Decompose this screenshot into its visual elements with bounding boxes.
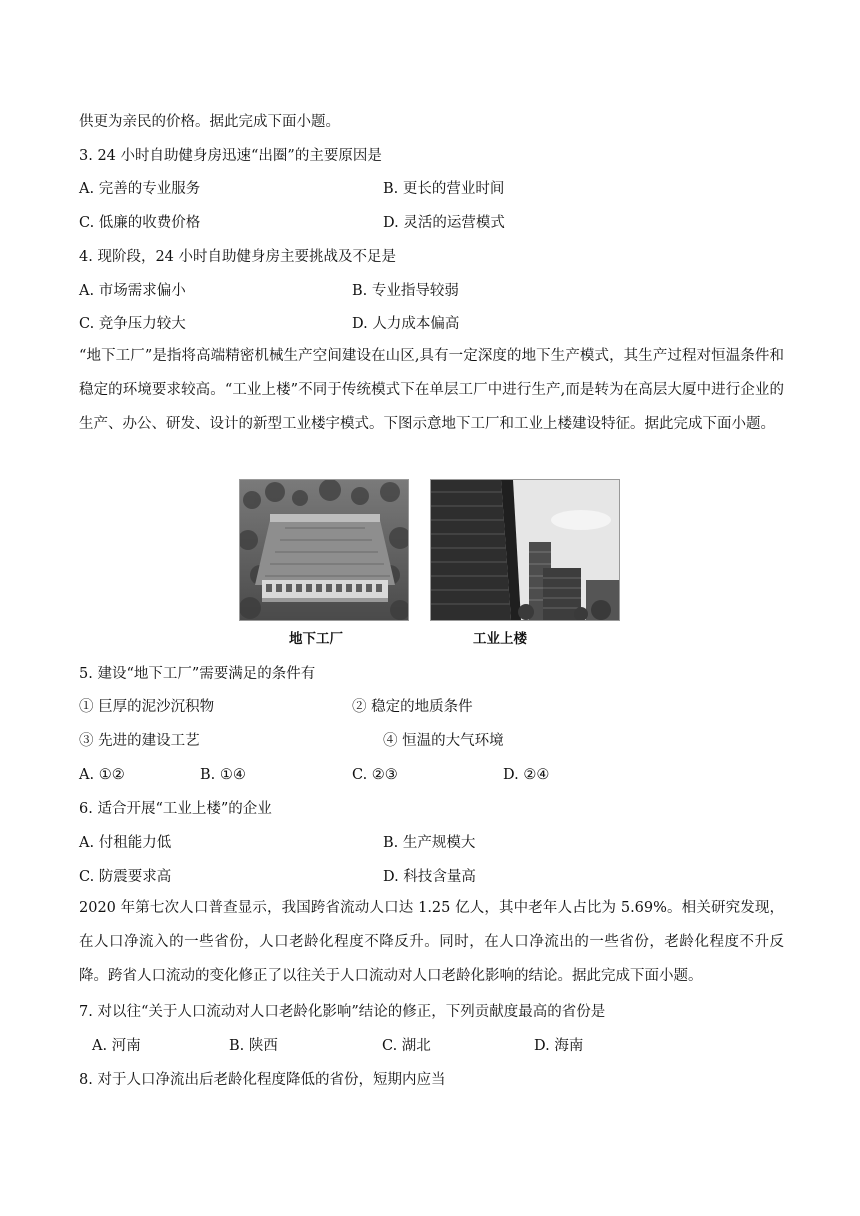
q5-option-b: B. ①④ [200, 767, 246, 783]
passage-underground-factory: “地下工厂”是指将高端精密机械生产空间建设在山区,具有一定深度的地下生产模式，其生产过程对恒温条件和稳定的环境要求较高。“工业上楼”不同于传统模式下在单层工厂中进行生产,而是转为在高层大厦中进行企业的生产、办公、研发、设计的新型工业楼宇模式。下图示意地下工厂和工业上楼建设特征。据此完成下面小题。 [79, 348, 784, 432]
q5-statement-3: ③ 先进的建设工艺 [79, 733, 200, 749]
q7-option-c: C. 湖北 [382, 1038, 431, 1054]
q3-option-c: C. 低廉的收费价格 [79, 215, 201, 231]
q3-option-d: D. 灵活的运营模式 [383, 215, 505, 231]
q4-option-a: A. 市场需求偏小 [79, 283, 186, 299]
q7-option-a: A. 河南 [92, 1038, 141, 1054]
q5-statement-2: ② 稳定的地质条件 [352, 699, 473, 715]
q5-option-c: C. ②③ [352, 767, 398, 783]
q6-option-a: A. 付租能力低 [79, 835, 172, 851]
q6-option-d: D. 科技含量高 [383, 869, 476, 885]
question-8-stem: 8. 对于人口净流出后老龄化程度降低的省份，短期内应当 [79, 1072, 446, 1088]
question-4-stem: 4. 现阶段，24 小时自助健身房主要挑战及不足是 [79, 249, 397, 265]
q5-statement-1: ① 巨厚的泥沙沉积物 [79, 699, 215, 715]
passage-population-aging: 2020 年第七次人口普查显示，我国跨省流动人口达 1.25 亿人，其中老年人占比为 5.69%。相关研究发现，在人口净流入的一些省份，人口老龄化程度不降反升。同时，在人口净流出的一些省份，老龄化程度不升反降。跨省人口流动的变化修正了以往关于人口流动对人口老龄化影响的结论。据此完成下面小题。 [79, 900, 784, 984]
q7-option-d: D. 海南 [534, 1038, 584, 1054]
q6-option-b: B. 生产规模大 [383, 835, 476, 851]
q4-option-c: C. 竞争压力较大 [79, 316, 186, 332]
figure-caption-industrial-highrise: 工业上楼 [473, 631, 527, 647]
question-7-stem: 7. 对以往“关于人口流动对人口老龄化影响”结论的修正，下列贡献度最高的省份是 [79, 1004, 606, 1020]
question-5-stem: 5. 建设“地下工厂”需要满足的条件有 [79, 666, 316, 682]
question-3-stem: 3. 24 小时自助健身房迅速“出圈”的主要原因是 [79, 148, 382, 164]
industrial-highrise-photo [430, 479, 620, 621]
q5-option-a: A. ①② [79, 767, 125, 783]
figure-caption-underground-factory: 地下工厂 [289, 631, 343, 647]
q4-option-d: D. 人力成本偏高 [352, 316, 460, 332]
underground-factory-photo [239, 479, 409, 621]
intro-tail: 供更为亲民的价格。据此完成下面小题。 [79, 114, 340, 130]
q5-option-d: D. ②④ [503, 767, 550, 783]
q3-option-b: B. 更长的营业时间 [383, 181, 505, 197]
q6-option-c: C. 防震要求高 [79, 869, 172, 885]
question-6-stem: 6. 适合开展“工业上楼”的企业 [79, 801, 272, 817]
q4-option-b: B. 专业指导较弱 [352, 283, 459, 299]
q7-option-b: B. 陕西 [229, 1038, 278, 1054]
q5-statement-4: ④ 恒温的大气环境 [383, 733, 504, 749]
q3-option-a: A. 完善的专业服务 [79, 181, 201, 197]
